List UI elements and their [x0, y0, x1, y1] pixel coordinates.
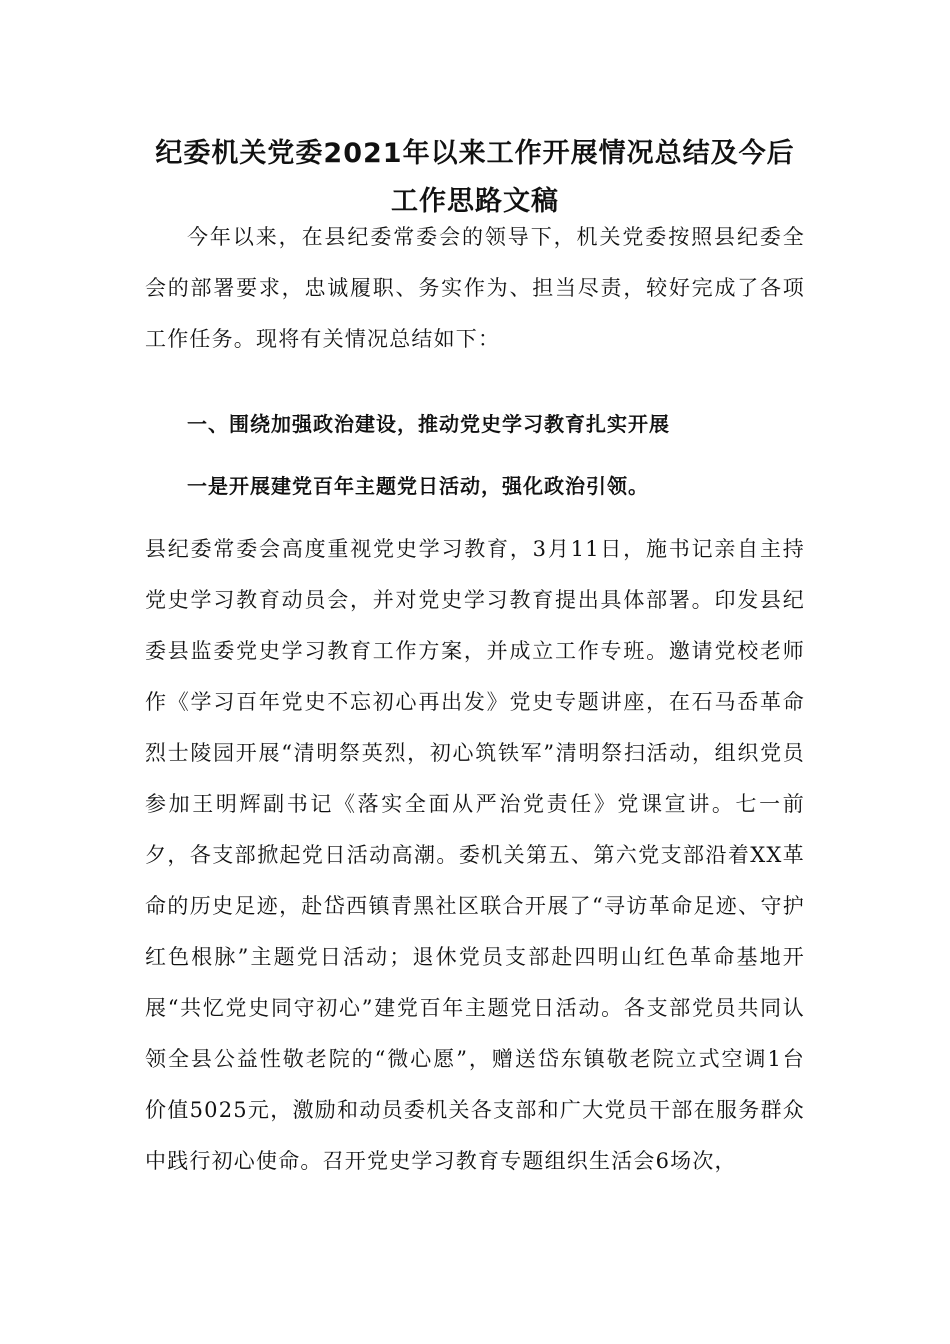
document-title-line-1: 纪委机关党委2021年以来工作开展情况总结及今后 — [155, 138, 795, 169]
intro-paragraph: 今年以来，在县纪委常委会的领导下，机关党委按照县纪委全会的部署要求，忠诚履职、务实作为、担当尽责，较好完成了各项工作任务。现将有关情况总结如下： — [145, 225, 805, 351]
document-title-line-2: 工作思路文稿 — [391, 186, 559, 217]
body-paragraph: 县纪委常委会高度重视党史学习教育，3月11日，施书记亲自主持党史学习教育动员会，并对党史学习教育提出具体部署。印发县纪委县监委党史学习教育工作方案，并成立工作专班。邀请党校老师作《学习百年党史不忘初心再出发》党史专题讲座，在石马岙革命烈士陵园开展“清明祭英烈，初心筑铁军”清明祭扫活动，组织党员参加王明辉副书记《落实全面从严治党责任》党课宣讲。七一前夕，各支部掀起党日活动高潮。委机关第五、第六党支部沿着XX革命的历史足迹，赴岱西镇青黑社区联合开展了“寻访革命足迹、守护红色根脉”主题党日活动；退休党员支部赴四明山红色革命基地开展“共忆党史同守初心”建党百年主题党日活动。各支部党员共同认领全县公益性敬老院的“微心愿”，赠送岱东镇敬老院立式空调1台价值5025元，激励和动员委机关各支部和广大党员干部在服务群众中践行初心使命。召开党史学习教育专题组织生活会6场次， — [145, 537, 805, 1173]
section-heading-1: 一、围绕加强政治建设，推动党史学习教育扎实开展 — [187, 412, 670, 436]
subheading-1: 一是开展建党百年主题党日活动，强化政治引领。 — [187, 474, 649, 498]
